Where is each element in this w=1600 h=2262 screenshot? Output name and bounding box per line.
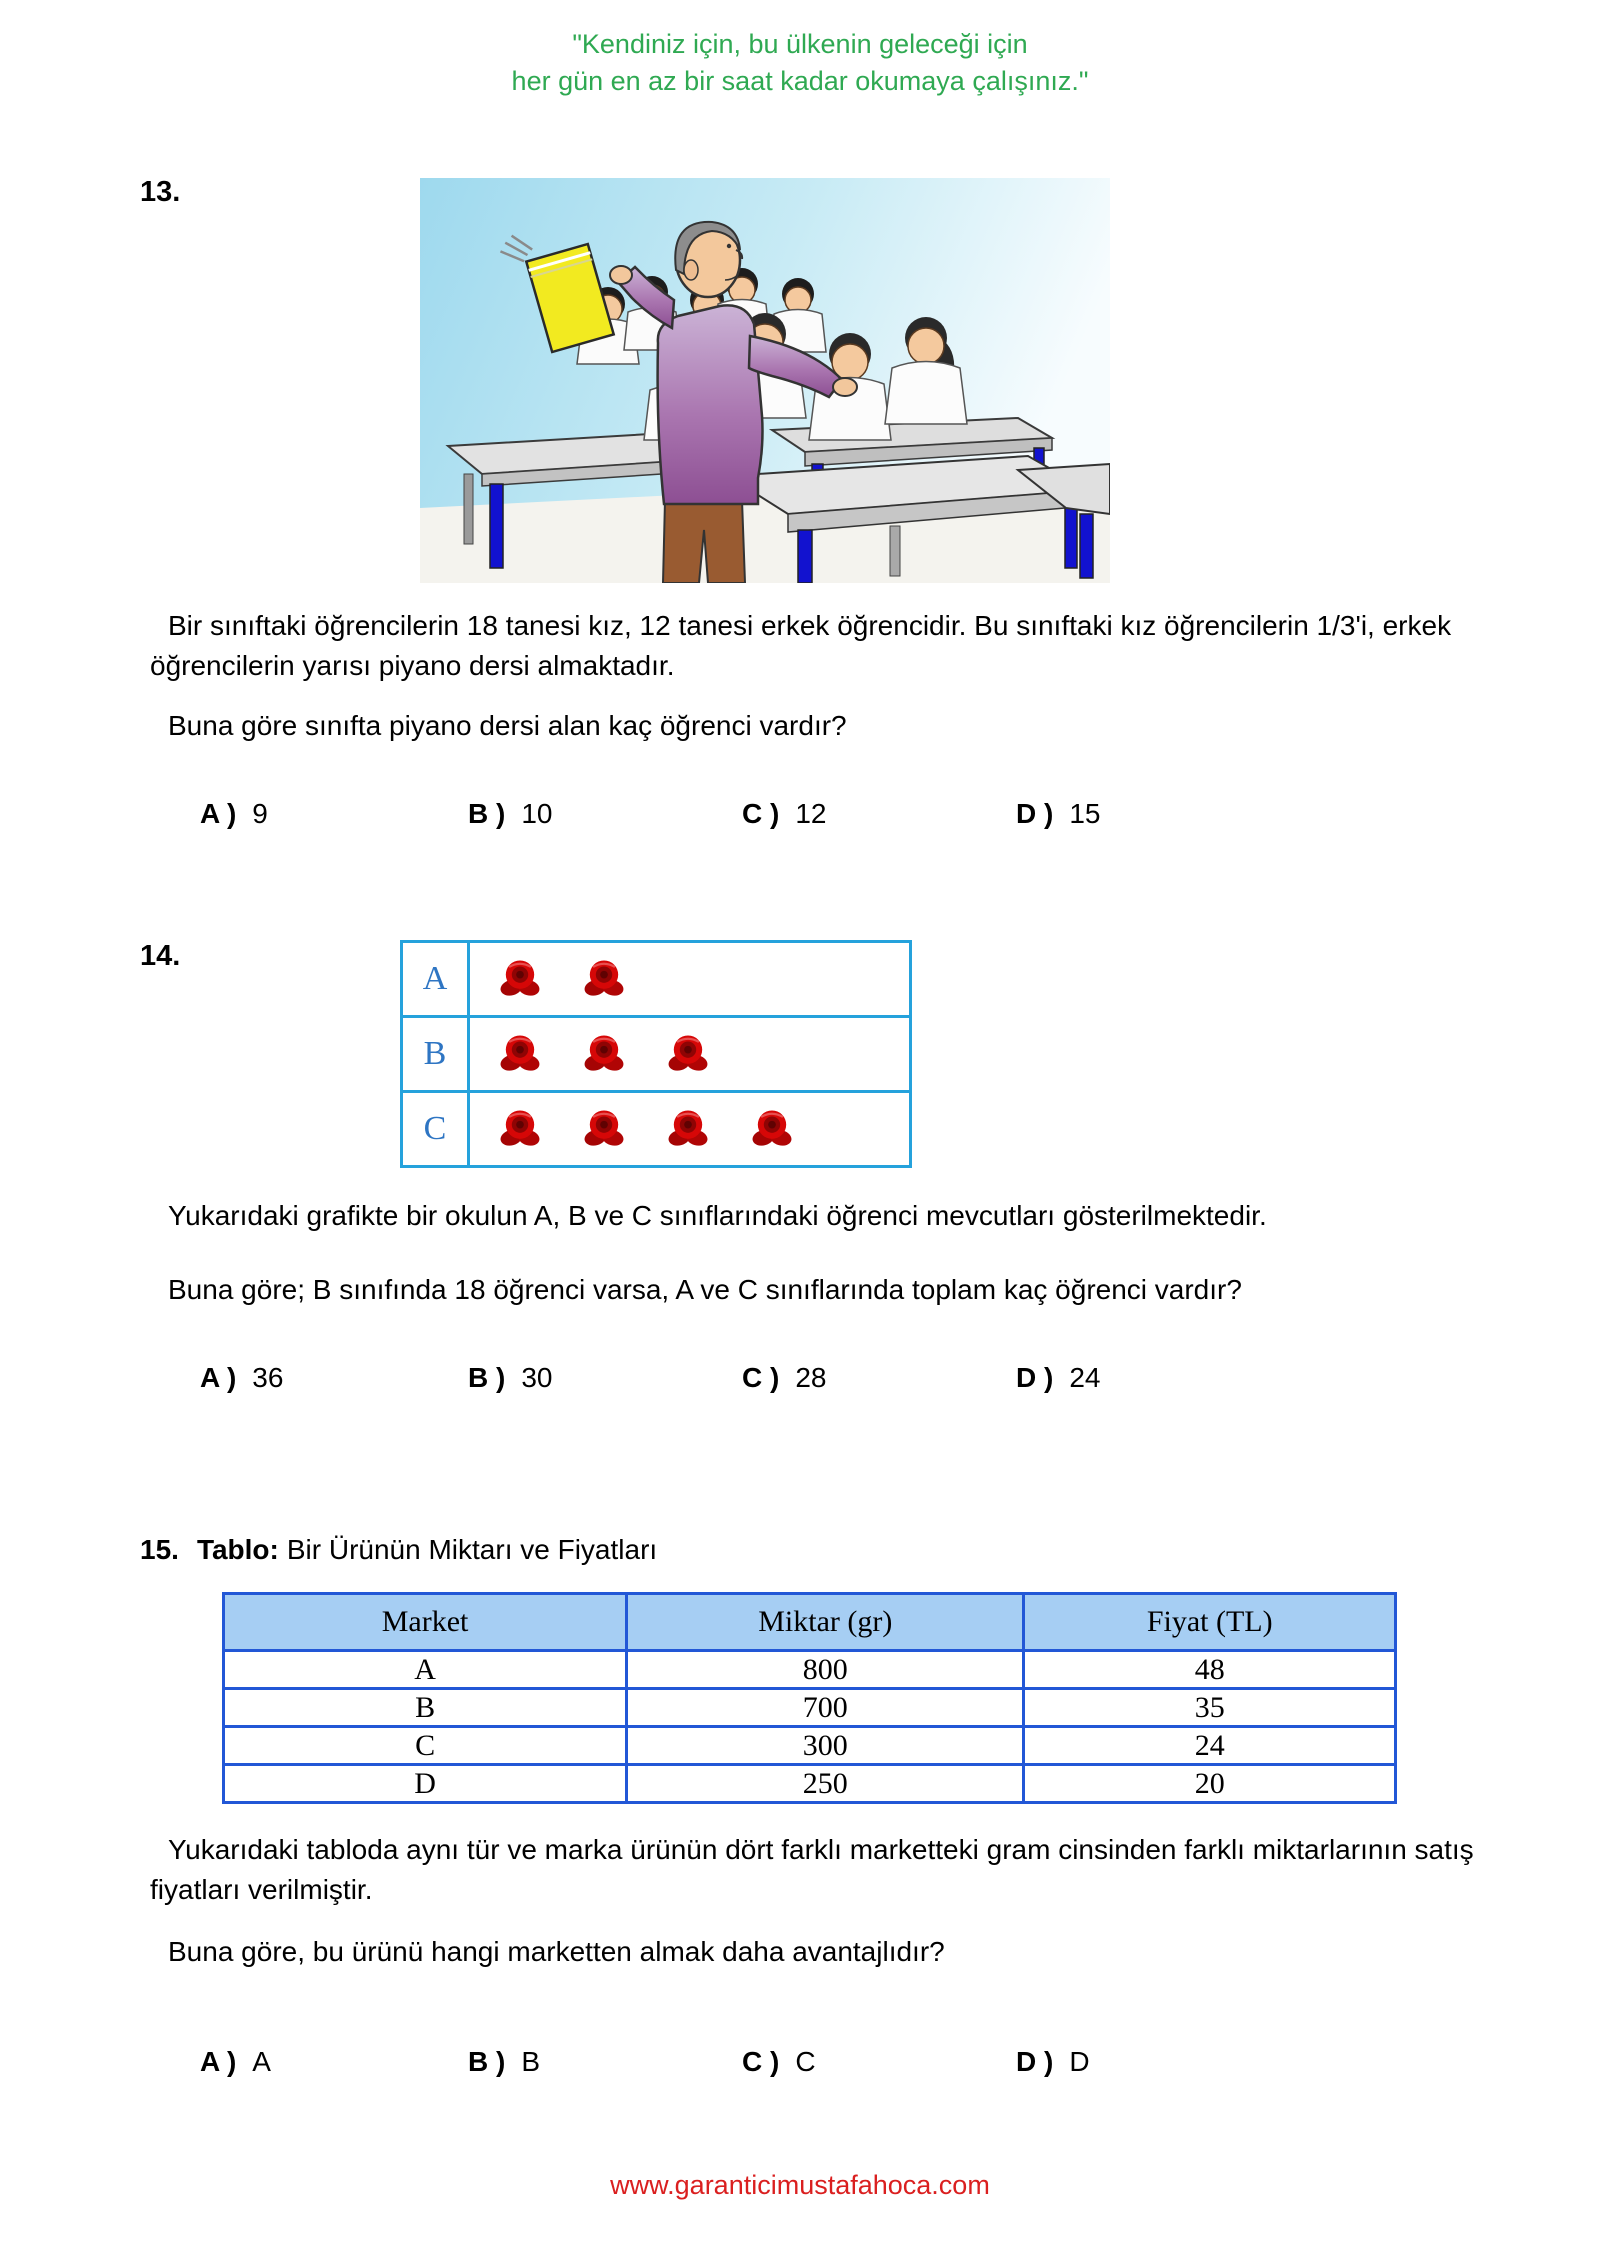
q15-paragraph: Yukarıdaki tabloda aynı tür ve marka ürünün dört farklı marketteki gram cinsinden farklı miktarlarının satış fiyatları verilmiştir. xyxy=(150,1834,1474,1905)
pictograph-row-icons xyxy=(470,1093,909,1165)
option-paren: ) xyxy=(1044,798,1054,829)
q13-option-d xyxy=(1016,798,1101,830)
table-cell: 48 xyxy=(1024,1651,1396,1689)
option-paren: ) xyxy=(1044,2046,1054,2077)
option-paren: ) xyxy=(496,1362,506,1393)
option-value: 12 xyxy=(795,798,827,829)
header-quote-line1: "Kendiniz için, bu ülkenin geleceği için xyxy=(572,29,1028,59)
pictograph-row-label: B xyxy=(403,1018,470,1090)
option-letter: A xyxy=(200,2046,220,2077)
q15-table-title: Bir Ürünün Miktarı ve Fiyatları xyxy=(286,1534,658,1565)
table-row xyxy=(224,1727,1396,1765)
option-value: C xyxy=(795,2046,816,2077)
rose-icon xyxy=(496,1030,544,1078)
rose-icon xyxy=(748,1105,796,1153)
q13-options-row xyxy=(0,798,1600,840)
q13-option-c xyxy=(742,798,827,830)
column-header-market: Market xyxy=(224,1594,627,1651)
pictograph-row xyxy=(403,1018,909,1093)
option-value: B xyxy=(521,2046,541,2077)
price-table xyxy=(222,1592,1397,1804)
rose-icon xyxy=(580,1030,628,1078)
header-quote-line2: her gün en az bir saat kadar okumaya çalışınız." xyxy=(511,66,1089,96)
column-header-miktar: Miktar (gr) xyxy=(627,1594,1024,1651)
table-row xyxy=(224,1689,1396,1727)
option-value: 9 xyxy=(252,798,268,829)
table-cell: B xyxy=(224,1689,627,1727)
rose-icon xyxy=(580,1105,628,1153)
pictograph-row-label: A xyxy=(403,943,470,1015)
option-paren: ) xyxy=(770,2046,780,2077)
pictograph-row xyxy=(403,1093,909,1165)
table-cell: 35 xyxy=(1024,1689,1396,1727)
table-header-row xyxy=(224,1594,1396,1651)
pictograph-row-label: C xyxy=(403,1093,470,1165)
rose-icon xyxy=(496,1105,544,1153)
pictograph-row-icons xyxy=(470,943,909,1015)
table-cell: 700 xyxy=(627,1689,1024,1727)
q14-option-a xyxy=(200,1362,283,1394)
q15-table-label: Tablo: xyxy=(196,1534,279,1565)
q15-question: Buna göre, bu ürünü hangi marketten almak daha avantajlıdır? xyxy=(168,1936,945,1967)
q15-option-c xyxy=(742,2046,816,2078)
option-value: A xyxy=(252,2046,271,2077)
rose-icon xyxy=(664,1105,712,1153)
option-value: 15 xyxy=(1069,798,1101,829)
q14-options-row xyxy=(0,1362,1600,1404)
q15-options-row xyxy=(0,2046,1600,2088)
option-letter: C xyxy=(742,798,763,829)
option-letter: A xyxy=(200,798,220,829)
q14-question: Buna göre; B sınıfında 18 öğrenci varsa, A ve C sınıflarında toplam kaç öğrenci vardır? xyxy=(168,1274,1242,1305)
footer-url: www.garanticimustafahoca.com xyxy=(610,2170,990,2200)
option-paren: ) xyxy=(226,1362,237,1393)
option-value: 10 xyxy=(521,798,553,829)
option-paren: ) xyxy=(226,2046,237,2077)
option-value: 28 xyxy=(795,1362,827,1393)
q14-option-b xyxy=(468,1362,553,1394)
table-cell: C xyxy=(224,1727,627,1765)
q14-option-c xyxy=(742,1362,827,1394)
q15-option-a xyxy=(200,2046,271,2078)
q13-number: 13. xyxy=(140,176,181,208)
option-letter: D xyxy=(1016,798,1037,829)
option-value: 24 xyxy=(1069,1362,1101,1393)
rose-icon xyxy=(664,1030,712,1078)
option-value: 36 xyxy=(252,1362,284,1393)
option-paren: ) xyxy=(496,798,506,829)
option-letter: B xyxy=(468,1362,489,1393)
rose-icon xyxy=(496,955,544,1003)
table-cell: 800 xyxy=(627,1651,1024,1689)
teacher-hand xyxy=(833,378,857,396)
header-quote xyxy=(0,26,1600,100)
option-value: D xyxy=(1069,2046,1090,2077)
classroom-illustration xyxy=(420,178,1110,583)
q13-option-a xyxy=(200,798,268,830)
option-value: 30 xyxy=(521,1362,553,1393)
option-paren: ) xyxy=(1044,1362,1054,1393)
option-letter: B xyxy=(468,798,489,829)
column-header-fiyat: Fiyat (TL) xyxy=(1024,1594,1396,1651)
q13-question: Buna göre sınıfta piyano dersi alan kaç öğrenci vardır? xyxy=(168,710,847,741)
q15-option-d xyxy=(1016,2046,1090,2078)
option-letter: D xyxy=(1016,2046,1037,2077)
q15-number: 15. xyxy=(140,1534,179,1565)
table-cell: D xyxy=(224,1765,627,1803)
q15-title-line xyxy=(140,1534,657,1566)
pictograph-row xyxy=(403,943,909,1018)
option-letter: A xyxy=(200,1362,220,1393)
pictograph-row-icons xyxy=(470,1018,909,1090)
q14-paragraph: Yukarıdaki grafikte bir okulun A, B ve C sınıflarındaki öğrenci mevcutları gösterilmektedir. xyxy=(168,1200,1267,1231)
table-cell: 300 xyxy=(627,1727,1024,1765)
option-paren: ) xyxy=(226,798,237,829)
option-letter: B xyxy=(468,2046,489,2077)
table-row xyxy=(224,1651,1396,1689)
table-row xyxy=(224,1765,1396,1803)
q14-number: 14. xyxy=(140,940,181,972)
option-letter: C xyxy=(742,2046,763,2077)
table-cell: 250 xyxy=(627,1765,1024,1803)
q14-option-d xyxy=(1016,1362,1101,1394)
option-paren: ) xyxy=(496,2046,506,2077)
option-paren: ) xyxy=(770,1362,780,1393)
q15-option-b xyxy=(468,2046,540,2078)
rose-icon xyxy=(580,955,628,1003)
option-letter: D xyxy=(1016,1362,1037,1393)
rose-pictograph xyxy=(400,940,912,1168)
q13-option-b xyxy=(468,798,553,830)
q13-paragraph: Bir sınıftaki öğrencilerin 18 tanesi kız, 12 tanesi erkek öğrencidir. Bu sınıftaki kız öğrencilerin 1/3'i, erkek öğrencilerin yarısı piyano dersi almaktadır. xyxy=(150,610,1452,681)
option-letter: C xyxy=(742,1362,763,1393)
option-paren: ) xyxy=(770,798,780,829)
table-cell: 24 xyxy=(1024,1727,1396,1765)
table-cell: 20 xyxy=(1024,1765,1396,1803)
teacher-ear xyxy=(684,260,698,280)
table-cell: A xyxy=(224,1651,627,1689)
